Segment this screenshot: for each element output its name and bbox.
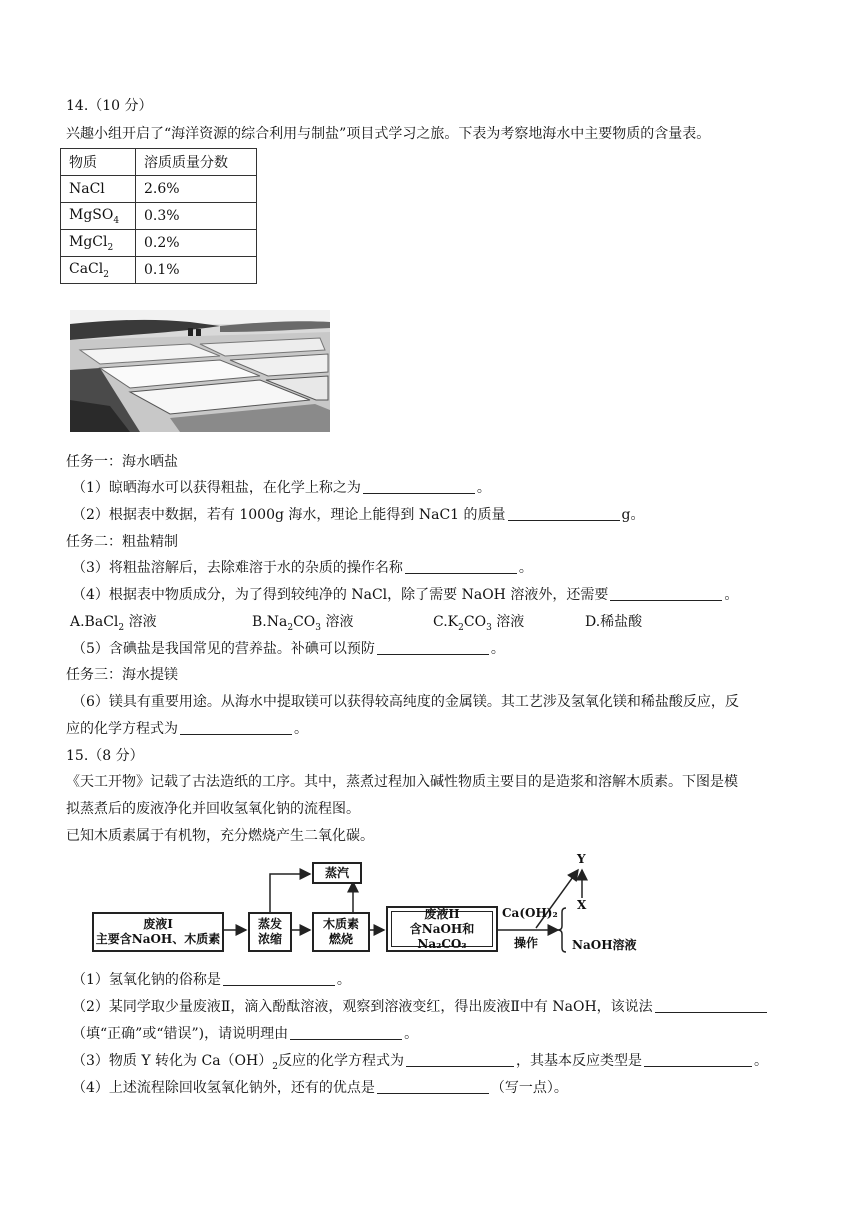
q15-item4: （4）上述流程除回收氢氧化钠外，还有的优点是 （写一点）。 <box>72 1080 568 1096</box>
q15-intro-line2: 拟蒸煮后的废液净化并回收氢氧化钠的流程图。 <box>66 801 360 817</box>
q14-intro: 兴趣小组开启了“海洋资源的综合利用与制盐”项目式学习之旅。下表为考察地海水中主要物质的含量表。 <box>66 126 711 142</box>
option-c[interactable]: $C.K_2CO_3$ 溶液 <box>433 614 525 633</box>
table-row <box>61 203 257 230</box>
lignin-combustion-box: 木质素 燃烧 <box>312 912 370 952</box>
table-header-fraction: 溶质质量分数 <box>136 149 257 176</box>
product-x-label: X <box>577 898 587 912</box>
table-header-row <box>61 149 257 176</box>
table-row <box>61 176 257 203</box>
substance-cell: MgCl$_2$ <box>61 230 136 257</box>
table-row <box>61 230 257 257</box>
fraction-cell: 0.2% <box>136 230 257 257</box>
q15-item1: （1）氢氧化钠的俗称是 。 <box>72 972 351 988</box>
q15-item2-line2: （填“正确”或“错误”)，请说明理由 。 <box>72 1026 419 1042</box>
answer-blank[interactable] <box>377 1079 489 1094</box>
answer-blank[interactable] <box>406 1052 514 1067</box>
answer-blank[interactable] <box>644 1052 752 1067</box>
product-y-label: Y <box>577 852 586 866</box>
table-row <box>61 257 257 284</box>
task2-title: 任务二：粗盐精制 <box>66 534 178 550</box>
q15-intro-line1: 《天工开物》记载了古法造纸的工序。其中，蒸煮过程加入碱性物质主要目的是造浆和溶解木质素。下图是模 <box>66 774 738 790</box>
answer-blank[interactable] <box>405 559 517 574</box>
answer-blank[interactable] <box>180 720 292 735</box>
answer-blank[interactable] <box>610 586 722 601</box>
q14-item6-line2: 应的化学方程式为 。 <box>66 721 308 737</box>
option-a[interactable]: A.BaCl$_2$ 溶液 <box>70 614 157 633</box>
flow-diagram <box>66 852 666 956</box>
q14-item1: （1）晾晒海水可以获得粗盐，在化学上称之为 。 <box>72 480 491 496</box>
answer-blank[interactable] <box>363 479 475 494</box>
answer-blank[interactable] <box>223 971 335 986</box>
substance-cell: CaCl$_2$ <box>61 257 136 284</box>
answer-blank[interactable] <box>655 998 767 1013</box>
task1-title: 任务一：海水晒盐 <box>66 454 178 470</box>
option-b[interactable]: $B.Na_2CO_3$ 溶液 <box>252 614 354 633</box>
q15-item3: （3）物质 Y 转化为 $Ca(OH)_2$反应的化学方程式为 ，其基本反应类型是 。 <box>72 1053 768 1072</box>
operation-label: 操作 <box>514 936 539 950</box>
q14-item3: （3）将粗盐溶解后，去除难溶于水的杂质的操作名称 。 <box>72 560 533 576</box>
q15-header: 15.（8 分） <box>66 748 144 764</box>
q14-item5: （5）含碘盐是我国常见的营养盐。补碘可以预防 。 <box>72 641 505 657</box>
option-d[interactable]: D.稀盐酸 <box>585 614 643 630</box>
q14-item4: （4）根据表中物质成分，为了得到较纯净的 NaCl，除了需要 NaOH 溶液外，还需要 。 <box>72 587 739 603</box>
answer-blank[interactable] <box>290 1025 402 1040</box>
table-header-substance: 物质 <box>61 149 136 176</box>
q15-known: 已知木质素属于有机物，充分燃烧产生二氧化碳。 <box>66 828 374 844</box>
salt-pan-photo <box>70 310 330 432</box>
waste-liquid-1-box: 废液I 主要含NaOH、木质素 <box>92 912 224 952</box>
waste-liquid-2-box: 废液II 含NaOH和Na₂CO₃ <box>386 906 498 952</box>
evaporation-box: 蒸发 浓缩 <box>248 912 292 952</box>
q15-item2-line1: （2）某同学取少量废液Ⅱ，滴入酚酞溶液，观察到溶液变红，得出废液Ⅱ中有 NaOH，该说法 <box>72 997 769 1017</box>
answer-blank[interactable] <box>508 506 620 521</box>
task3-title: 任务三：海水提镁 <box>66 667 178 683</box>
substance-cell: MgSO$_4$ <box>61 203 136 230</box>
answer-blank[interactable] <box>377 640 489 655</box>
naoh-solution-label: NaOH溶液 <box>572 938 637 952</box>
q14-header: 14.（10 分） <box>66 98 153 114</box>
steam-box: 蒸汽 <box>312 862 362 884</box>
fraction-cell: 0.1% <box>136 257 257 284</box>
fraction-cell: 0.3% <box>136 203 257 230</box>
q14-item6-line1: （6）镁具有重要用途。从海水中提取镁可以获得较高纯度的金属镁。其工艺涉及氢氧化镁和稀盐酸反应，反 <box>72 694 739 710</box>
fraction-cell: 2.6% <box>136 176 257 203</box>
seawater-content-table <box>60 148 257 284</box>
reagent-label: Ca(OH)₂ <box>502 906 558 920</box>
q14-item2: （2）根据表中数据，若有 1000g 海水，理论上能得到 NaC1 的质量 g。 <box>72 507 645 523</box>
substance-cell: NaCl <box>61 176 136 203</box>
